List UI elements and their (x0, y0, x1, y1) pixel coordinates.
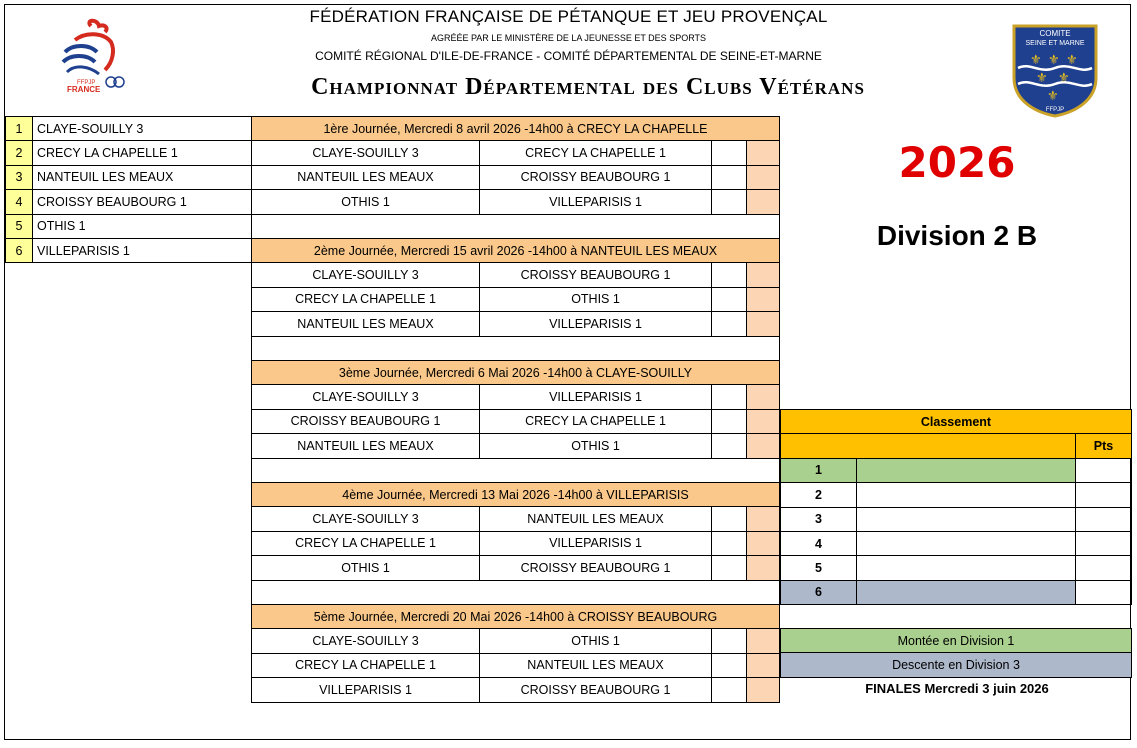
away-team: NANTEUIL LES MEAUX (479, 653, 712, 678)
away-team: CROISSY BEAUBOURG 1 (479, 677, 712, 702)
relegation-legend: Descente en Division 3 (780, 652, 1132, 677)
score-input-away[interactable] (746, 677, 780, 702)
svg-text:⚜: ⚜ (1048, 52, 1060, 67)
home-team: CRECY LA CHAPELLE 1 (251, 653, 480, 678)
away-team: OTHIS 1 (479, 433, 712, 458)
svg-text:⚜: ⚜ (1058, 70, 1070, 85)
score-input-home[interactable] (711, 409, 747, 434)
score-input-away[interactable] (746, 409, 780, 434)
rank-team-field[interactable] (856, 531, 1076, 556)
rank-team-field[interactable] (856, 482, 1076, 507)
score-input-away[interactable] (746, 311, 780, 336)
score-input-away[interactable] (746, 628, 780, 653)
away-team: VILLEPARISIS 1 (479, 311, 712, 336)
home-team: NANTEUIL LES MEAUX (251, 165, 480, 190)
home-team: CRECY LA CHAPELLE 1 (251, 287, 480, 312)
away-team: VILLEPARISIS 1 (479, 384, 712, 409)
round-header: 3ème Journée, Mercredi 6 Mai 2026 -14h00 à CLAYE-SOUILLY (251, 360, 780, 385)
away-team: NANTEUIL LES MEAUX (479, 506, 712, 531)
svg-text:⚜: ⚜ (1066, 52, 1078, 67)
away-team: OTHIS 1 (479, 628, 712, 653)
round-spacer (251, 214, 780, 239)
ranking-pts-header: Pts (1075, 433, 1132, 458)
rank-points-field[interactable] (1075, 555, 1132, 580)
score-input-away[interactable] (746, 189, 780, 214)
round-header: 1ère Journée, Mercredi 8 avril 2026 -14h00 à CRECY LA CHAPELLE (251, 116, 780, 141)
rank-points-field[interactable] (1075, 458, 1132, 483)
round-header: 5ème Journée, Mercredi 20 Mai 2026 -14h00 à CROISSY BEAUBOURG (251, 604, 780, 629)
rank-team-field[interactable] (856, 507, 1076, 532)
team-number: 6 (5, 238, 33, 263)
home-team: CLAYE-SOUILLY 3 (251, 262, 480, 287)
score-input-home[interactable] (711, 653, 747, 678)
season-year: 2026 (898, 138, 1016, 187)
home-team: CLAYE-SOUILLY 3 (251, 506, 480, 531)
away-team: CRECY LA CHAPELLE 1 (479, 409, 712, 434)
ministry-approval: AGRÉÉE PAR LE MINISTÈRE DE LA JEUNESSE ET DES SPORTS (430, 33, 707, 43)
team-name: CROISSY BEAUBOURG 1 (32, 189, 252, 214)
home-team: OTHIS 1 (251, 555, 480, 580)
score-input-home[interactable] (711, 555, 747, 580)
rank-team-field[interactable] (856, 555, 1076, 580)
svg-text:⚜: ⚜ (1030, 52, 1042, 67)
rank-points-field[interactable] (1075, 482, 1132, 507)
score-input-away[interactable] (746, 531, 780, 556)
home-team: CLAYE-SOUILLY 3 (251, 384, 480, 409)
rank-number: 3 (780, 507, 857, 532)
ranking-header-name (780, 433, 1076, 458)
svg-text:FFPJP: FFPJP (1045, 107, 1065, 113)
away-team: CROISSY BEAUBOURG 1 (479, 165, 712, 190)
rank-number: 5 (780, 555, 857, 580)
score-input-home[interactable] (711, 311, 747, 336)
score-input-home[interactable] (711, 140, 747, 165)
rank-points-field[interactable] (1075, 507, 1132, 532)
team-name: CLAYE-SOUILLY 3 (32, 116, 252, 141)
score-input-away[interactable] (746, 555, 780, 580)
svg-text:⚜: ⚜ (1047, 88, 1059, 103)
score-input-home[interactable] (711, 287, 747, 312)
score-input-home[interactable] (711, 531, 747, 556)
rank-points-field[interactable] (1075, 580, 1132, 605)
score-input-home[interactable] (711, 384, 747, 409)
score-input-home[interactable] (711, 165, 747, 190)
score-input-away[interactable] (746, 384, 780, 409)
team-name: VILLEPARISIS 1 (32, 238, 252, 263)
score-input-home[interactable] (711, 262, 747, 287)
home-team: OTHIS 1 (251, 189, 480, 214)
home-team: NANTEUIL LES MEAUX (251, 433, 480, 458)
score-input-home[interactable] (711, 628, 747, 653)
rank-number: 1 (780, 458, 857, 483)
rank-team-field[interactable] (856, 580, 1076, 605)
score-input-away[interactable] (746, 262, 780, 287)
svg-text:SEINE ET MARNE: SEINE ET MARNE (1025, 40, 1085, 47)
team-number: 2 (5, 140, 33, 165)
away-team: VILLEPARISIS 1 (479, 531, 712, 556)
team-number: 1 (5, 116, 33, 141)
score-input-away[interactable] (746, 140, 780, 165)
home-team: CROISSY BEAUBOURG 1 (251, 409, 480, 434)
home-team: NANTEUIL LES MEAUX (251, 311, 480, 336)
rank-points-field[interactable] (1075, 531, 1132, 556)
committees-line: COMITÉ RÉGIONAL D'ILE-DE-FRANCE - COMITÉ DÉPARTEMENTAL DE SEINE-ET-MARNE (315, 49, 822, 63)
rank-number: 6 (780, 580, 857, 605)
finales-date: FINALES Mercredi 3 juin 2026 (865, 681, 1049, 696)
team-number: 5 (5, 214, 33, 239)
promotion-legend: Montée en Division 1 (780, 628, 1132, 653)
score-input-away[interactable] (746, 653, 780, 678)
championship-title: Championnat Départemental des Clubs Vétérans (311, 74, 865, 100)
away-team: VILLEPARISIS 1 (479, 189, 712, 214)
round-header: 2ème Journée, Mercredi 15 avril 2026 -14h00 à NANTEUIL LES MEAUX (251, 238, 780, 263)
home-team: VILLEPARISIS 1 (251, 677, 480, 702)
score-input-home[interactable] (711, 189, 747, 214)
score-input-away[interactable] (746, 287, 780, 312)
score-input-away[interactable] (746, 433, 780, 458)
svg-text:⚜: ⚜ (1036, 70, 1048, 85)
team-name: CRECY LA CHAPELLE 1 (32, 140, 252, 165)
away-team: CROISSY BEAUBOURG 1 (479, 555, 712, 580)
score-input-away[interactable] (746, 165, 780, 190)
round-spacer (251, 580, 780, 605)
rank-number: 2 (780, 482, 857, 507)
score-input-away[interactable] (746, 506, 780, 531)
ranking-title: Classement (780, 409, 1132, 434)
away-team: OTHIS 1 (479, 287, 712, 312)
team-number: 3 (5, 165, 33, 190)
federation-title: FÉDÉRATION FRANÇAISE DE PÉTANQUE ET JEU PROVENÇAL (309, 7, 828, 26)
score-input-home[interactable] (711, 506, 747, 531)
rank-team-field[interactable] (856, 458, 1076, 483)
team-name: NANTEUIL LES MEAUX (32, 165, 252, 190)
svg-text:FRANCE: FRANCE (67, 85, 101, 94)
rank-number: 4 (780, 531, 857, 556)
round-spacer (251, 336, 780, 361)
round-spacer (251, 458, 780, 483)
svg-text:FFPJP: FFPJP (77, 80, 96, 86)
division-title: Division 2 B (876, 220, 1038, 251)
team-name: OTHIS 1 (32, 214, 252, 239)
score-input-home[interactable] (711, 433, 747, 458)
round-header: 4ème Journée, Mercredi 13 Mai 2026 -14h00 à VILLEPARISIS (251, 482, 780, 507)
away-team: CRECY LA CHAPELLE 1 (479, 140, 712, 165)
away-team: CROISSY BEAUBOURG 1 (479, 262, 712, 287)
svg-text:COMITE: COMITE (1039, 29, 1071, 38)
score-input-home[interactable] (711, 677, 747, 702)
home-team: CLAYE-SOUILLY 3 (251, 628, 480, 653)
home-team: CLAYE-SOUILLY 3 (251, 140, 480, 165)
home-team: CRECY LA CHAPELLE 1 (251, 531, 480, 556)
team-number: 4 (5, 189, 33, 214)
